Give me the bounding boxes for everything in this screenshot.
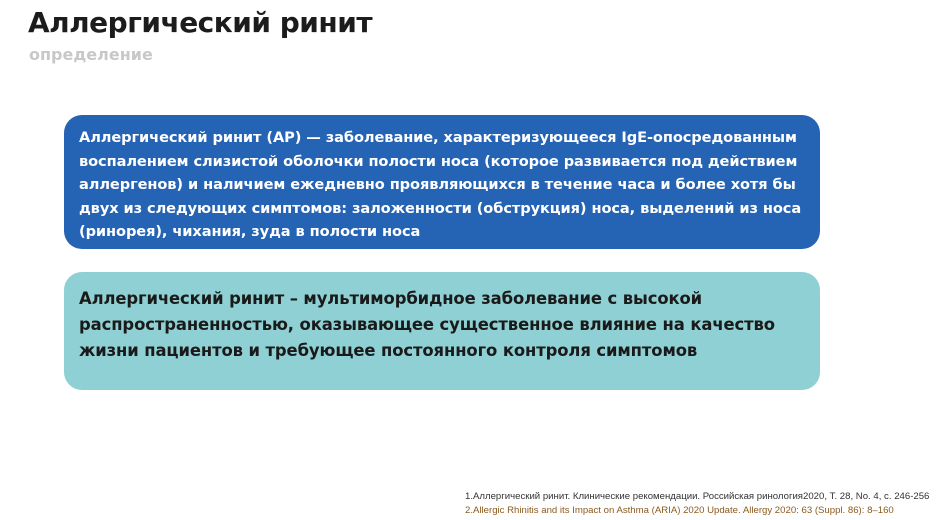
multimorbid-box bbox=[64, 272, 820, 390]
slide-title: Аллергический ринит bbox=[28, 6, 373, 39]
multimorbid-text: Аллергический ринит – мультиморбидное заболевание с высокой распространенностью, оказывающее существенное влияние на качество жизни пациентов и требующее постоянного контроля симптомов bbox=[79, 289, 775, 360]
reference-1: 1.Аллергический ринит. Клинические рекомендации. Российская ринология2020, Т. 28, No. 4, с. 246-256 bbox=[465, 491, 930, 502]
definition-box bbox=[64, 115, 820, 249]
definition-text: Аллергический ринит (АР) — заболевание, характеризующееся IgE-опосредованным воспалением слизистой оболочки полости носа (которое развивается под действием аллергенов) и наличием ежедневно проявляющихся в течение часа и более хотя бы двух из следующих симптомов: заложенности (обструкция) носа, выделений из носа (ринорея), чихания, зуда в полости носа bbox=[79, 129, 802, 241]
slide-subtitle: определение bbox=[29, 45, 153, 64]
references bbox=[465, 490, 935, 517]
reference-2: 2.Allergic Rhinitis and its Impact on Asthma (ARIA) 2020 Update. Allergy 2020: 63 (Suppl. 86): 8–160 bbox=[465, 504, 894, 516]
